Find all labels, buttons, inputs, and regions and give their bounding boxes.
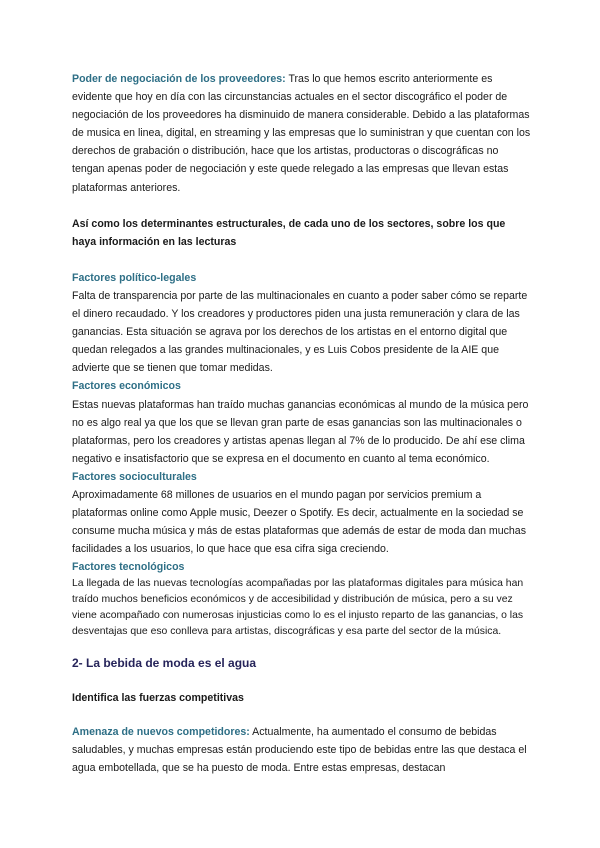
document-page [72,70,532,777]
new-competitors-paragraph [72,723,532,777]
new-competitors-label: Amenaza de nuevos competidores: [72,725,250,738]
suppliers-label: Poder de negociación de los proveedores: [72,73,286,85]
technological-heading: Factores tecnológicos [72,561,185,574]
political-legal-heading: Factores político-legales [72,271,197,284]
competitive-forces-heading: Identifica las fuerzas competitivas [72,691,244,704]
structural-determinants-heading: Así como los determinantes estructurales, de cada uno de los sectores, sobre los que haya información en las lecturas [72,217,506,248]
political-legal-text: Falta de transparencia por parte de las multinacionales en cuanto a poder saber cómo se reparte el dinero recaudado. Y los creadores y productores piden una justa remuneración y clara de las ganancias. Esta situación se agrava por los derechos de los artistas en el entorno digital que quedan relegados a las grandes multinacionales, y es Luis Cobos presidente de la AIE que advierte que se tienen que tomar medidas. [72,289,528,375]
technological-text: La llegada de las nuevas tecnologías acompañadas por las plataformas digitales para música han traído muchos beneficios económicos y de accesibilidad y distribución de música, pero a su vez viene acompañado con numerosas injusticias como lo es el injusto reparto de las ganancias, o las desventajas que eso conlleva para artistas, discográficas y esa parte del sector de la música. [72,578,524,638]
section-2-title: 2- La bebida de moda es el agua [72,656,257,671]
new-competitors-text: Actualmente, ha aumentado el consumo de bebidas saludables, y muchas empresas están produciendo este tipo de bebidas entre las que destaca el agua embotellada, que se ha puesto de moda. Entre estas empresas, destacan [72,725,527,774]
sociocultural-text: Aproximadamente 68 millones de usuarios en el mundo pagan por servicios premium a plataformas online como Apple music, Deezer o Spotify. Es decir, actualmente en la sociedad se consume mucha música y más de estas plataformas que además de estar de moda dan muchas facilidades a los usuarios, lo que hace que esa cifra siga creciendo. [72,488,527,556]
suppliers-paragraph [72,70,532,197]
economic-text: Estas nuevas plataformas han traído muchas ganancias económicas al mundo de la música pero no es algo real ya que los que se llevan gran parte de esas ganancias son las multinacionales o plataformas, pero los creadores y artistas apenas llegan al 7% de lo producido. De ahí ese clima negativo e insatisfactorio que se expresa en el documento en cuanto al tema económico. [72,398,529,465]
suppliers-text: Tras lo que hemos escrito anteriormente es evidente que hoy en día con las circunstancias actuales en el sector discográfico el poder de negociación de los proveedores ha disminuido de manera considerable. Debido a las plataformas de musica en linea, digital, en streaming y las empresas que lo suministran y que cuentan con los derechos de grabación o distribución, hace que los artistas, productoras o discográficas no tengan apenas poder de negociación y este quede relegado a las empresas que llevan estas plataformas anteriores. [72,73,531,194]
economic-heading: Factores económicos [72,380,181,393]
sociocultural-heading: Factores socioculturales [72,470,197,483]
